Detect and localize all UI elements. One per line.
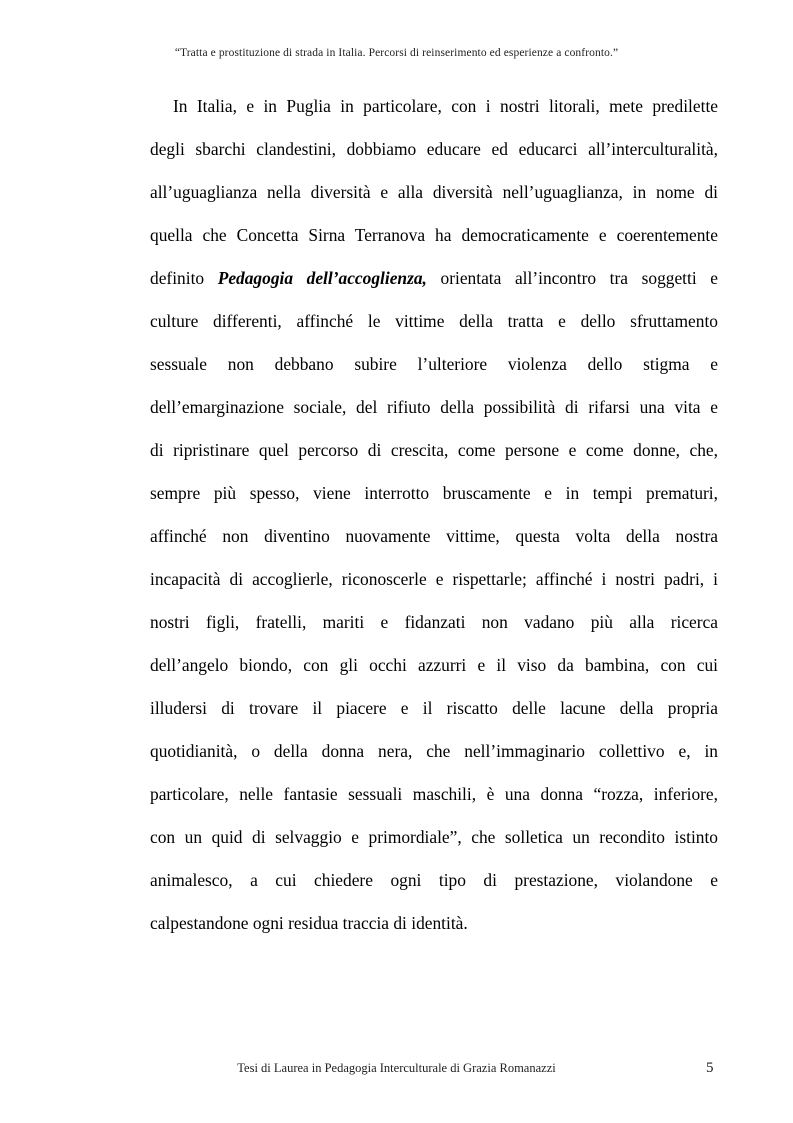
text-line: con un quid di selvaggio e primordiale”, che solletica un recondito istinto [150, 827, 718, 847]
text-line: affinché non diventino nuovamente vittime, questa volta della nostra [150, 526, 718, 546]
text-line: In Italia, e in Puglia in particolare, con i nostri litorali, mete predilette [173, 96, 718, 116]
footer-thesis-credit: Tesi di Laurea in Pedagogia Interculturale di Grazia Romanazzi [237, 1061, 556, 1075]
text-line: sempre più spesso, viene interrotto bruscamente e in tempi prematuri, [150, 483, 718, 503]
text-line: quotidianità, o della donna nera, che nell’immaginario collettivo e, in [150, 741, 718, 761]
text-line: all’uguaglianza nella diversità e alla diversità nell’uguaglianza, in nome di [150, 182, 718, 202]
running-header: “Tratta e prostituzione di strada in Italia. Percorsi di reinserimento ed esperienze a confronto.” [174, 47, 619, 59]
text-line: culture differenti, affinché le vittime della tratta e dello sfruttamento [150, 311, 718, 331]
text-line: quella che Concetta Sirna Terranova ha democraticamente e coerentemente [150, 225, 718, 245]
text-segment: orientata all’incontro tra soggetti e [426, 268, 718, 288]
text-segment: definito [150, 268, 218, 288]
text-line: illudersi di trovare il piacere e il riscatto delle lacune della propria [150, 698, 718, 718]
text-line: particolare, nelle fantasie sessuali maschili, è una donna “rozza, inferiore, [150, 784, 718, 804]
emphasized-term: Pedagogia dell’accoglienza, [217, 268, 427, 288]
text-line: dell’angelo biondo, con gli occhi azzurri e il viso da bambina, con cui [150, 655, 718, 675]
text-line: animalesco, a cui chiedere ogni tipo di prestazione, violandone e [150, 870, 718, 890]
text-line: nostri figli, fratelli, mariti e fidanzati non vadano più alla ricerca [150, 612, 718, 632]
text-line: sessuale non debbano subire l’ulteriore violenza dello stigma e [150, 354, 718, 374]
text-line [150, 261, 718, 304]
body-paragraph [150, 89, 718, 949]
text-line: degli sbarchi clandestini, dobbiamo educare ed educarci all’interculturalità, [150, 139, 718, 159]
page-number: 5 [706, 1060, 714, 1076]
text-line: incapacità di accoglierle, riconoscerle e rispettarle; affinché i nostri padri, i [150, 569, 718, 589]
text-line: dell’emarginazione sociale, del rifiuto della possibilità di rifarsi una vita e [150, 397, 718, 417]
text-line: di ripristinare quel percorso di crescita, come persone e come donne, che, [150, 440, 718, 460]
text-line-last: calpestandone ogni residua traccia di identità. [150, 913, 468, 933]
